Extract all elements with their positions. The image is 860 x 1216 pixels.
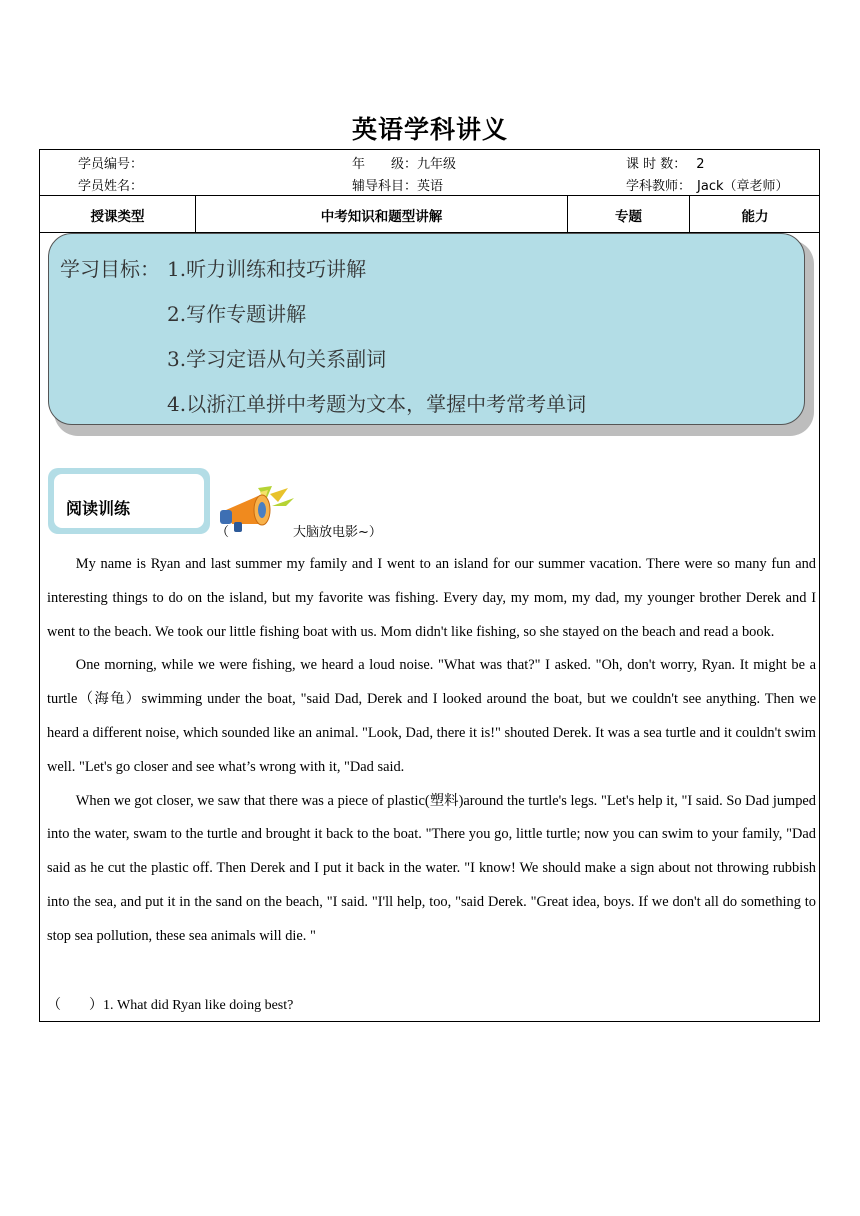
grade-field	[352, 153, 456, 172]
grade-value: 九年级	[417, 157, 457, 172]
document-title: 英语学科讲义	[351, 115, 508, 144]
goal-item: 3.学习定语从句关系副词	[167, 347, 387, 371]
goals-label: 学习目标：	[60, 257, 160, 281]
goal-item: 4.以浙江单拼中考题为文本，掌握中考常考单词	[167, 392, 587, 416]
section-caption: （ 大脑放电影~）	[216, 525, 382, 540]
question-1: （ ）1. What did Ryan like doing best?	[47, 998, 294, 1013]
topic-label: 专题	[615, 209, 642, 225]
subject-value: 英语	[417, 179, 444, 194]
subject-label: 辅导科目：	[352, 179, 418, 194]
passage-paragraph: When we got closer, we saw that there was a piece of plastic(塑料)around the turtle's legs. "Let's help it, "I said. So Dad jumped into the water, swam to the turtle and brought it back to the boat. "There you go, little turtle; now you can swim to your family, "Dad said as he cut the plastic off. Then Derek and I put it back in the water. "I know! We should make a sign about not throwing rubbish into the sea, and put it in the sand on the beach, "I said. "I'll help, too, "said Derek. "Great idea, boys. If we don't all do something to stop sea pollution, these sea animals will die. "	[47, 792, 816, 944]
goal-item: 1.听力训练和技巧讲解	[167, 257, 367, 281]
grade-label: 年 级：	[352, 157, 418, 172]
topic-value: 能力	[741, 209, 769, 225]
teacher-label: 学科教师：	[626, 179, 692, 194]
lessons-field	[626, 153, 705, 172]
teacher-field	[626, 175, 789, 194]
student-id-label: 学员编号：	[78, 157, 144, 172]
goal-item: 2.写作专题讲解	[167, 302, 307, 326]
teacher-value: Jack（章老师）	[697, 179, 789, 194]
student-name-label: 学员姓名：	[78, 179, 144, 194]
passage-paragraph: One morning, while we were fishing, we heard a loud noise. "What was that?" I asked. "Oh, don't worry, Ryan. It might be a turtle（海龟）swimming under the boat, "said Dad, Derek and I looked around the boat, but we couldn't see anything. Then we heard a different noise, which sounded like an animal. "Look, Dad, there it is!" shouted Derek. It was a sea turtle and it couldn't swim well. "Let's go closer and see what’s wrong with it, "Dad said.	[47, 657, 816, 775]
passage-paragraph: My name is Ryan and last summer my family and I went to an island for our summer vacation. There were so many fun and interesting things to do on the island, but my favorite was fishing. Every day, my mom, my dad, my younger brother Derek and I went to the beach. We took our little fishing boat with us. Mom didn't like fishing, so she stayed on the beach and read a book.	[47, 556, 816, 640]
lesson-type-label: 授课类型	[90, 209, 145, 225]
lessons-value: 2	[696, 157, 705, 172]
section-label: 阅读训练	[66, 499, 131, 518]
row-divider	[39, 195, 820, 196]
subject-field	[352, 175, 443, 194]
lesson-type-value: 中考知识和题型讲解	[320, 209, 443, 225]
lessons-label: 课 时 数：	[626, 157, 687, 172]
reading-passage	[47, 548, 816, 954]
